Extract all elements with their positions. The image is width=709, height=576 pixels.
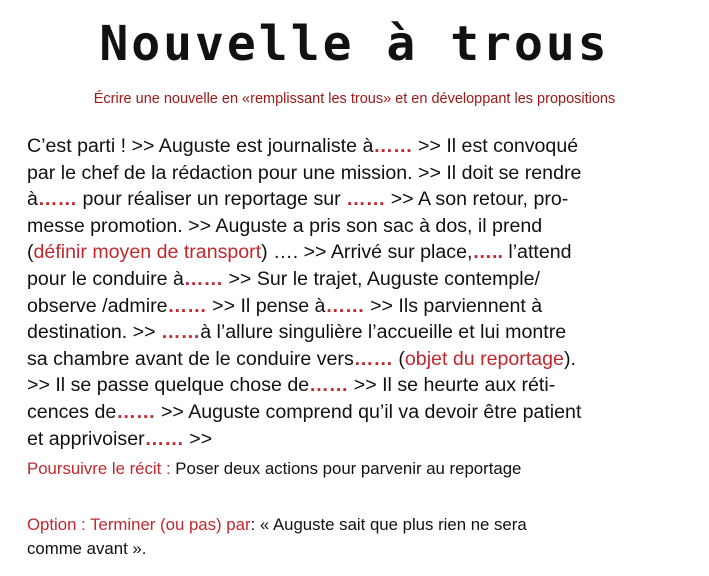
story-segment: pour réaliser un reportage sur xyxy=(77,188,347,211)
story-line xyxy=(27,266,687,293)
story-segment: >> Ils parviennent à xyxy=(364,294,543,317)
blank-placeholder: …… xyxy=(353,347,393,370)
story-segment: sa chambre avant de le conduire vers xyxy=(27,347,354,370)
story-segment: >> Sur le trajet, Auguste contemple/ xyxy=(223,267,541,290)
story-line xyxy=(27,293,687,320)
story-segment: cences de xyxy=(27,400,117,423)
story-text xyxy=(27,133,687,452)
story-line xyxy=(27,239,687,266)
blank-placeholder: …… xyxy=(161,321,201,344)
story-segment: >> A son retour, pro- xyxy=(385,188,569,211)
blank-placeholder: …… xyxy=(346,188,386,211)
story-segment: ) …. >> Arrivé sur place, xyxy=(261,241,473,264)
story-line xyxy=(27,399,687,426)
story-segment: et apprivoiser xyxy=(27,427,145,450)
blank-placeholder: …… xyxy=(373,135,413,157)
story-segment: >> Il est convoqué xyxy=(412,135,579,157)
story-line xyxy=(27,186,687,213)
instruction-continue xyxy=(27,457,687,481)
story-line xyxy=(27,133,687,160)
story-line xyxy=(27,160,687,187)
story-hint: objet du reportage xyxy=(404,347,564,370)
instruction-option-text-continued: comme avant ». xyxy=(27,539,147,558)
story-segment: >> Il se heurte aux réti- xyxy=(348,374,556,397)
instruction-continue-text: Poser deux actions pour parvenir au reportage xyxy=(170,459,522,478)
blank-placeholder: …… xyxy=(37,188,78,211)
subtitle: Écrire une nouvelle en «remplissant les trous» et en développant les propositions xyxy=(93,91,616,107)
story-segment: >> xyxy=(183,427,213,450)
blank-placeholder: …… xyxy=(309,374,349,397)
story-line xyxy=(27,346,687,373)
story-segment: ( xyxy=(392,347,405,370)
blank-placeholder: …… xyxy=(325,294,365,317)
story-segment: >> Il se passe quelque chose de xyxy=(27,374,310,397)
instruction-option xyxy=(27,513,687,561)
story-segment: par le chef de la rédaction pour une mission. >> Il doit se rendre xyxy=(27,161,582,184)
instruction-continue-label: Poursuivre le récit : xyxy=(27,459,171,478)
story-segment: pour le conduire à xyxy=(27,267,184,290)
blank-placeholder: …… xyxy=(116,400,156,423)
page-title: Nouvelle à trous xyxy=(99,16,610,72)
story-line xyxy=(27,372,687,399)
story-segment: ( xyxy=(27,241,34,264)
story-segment: ). xyxy=(563,347,576,370)
story-segment: C’est parti ! >> Auguste est journaliste à xyxy=(27,135,374,157)
story-segment: >> Auguste comprend qu’il va devoir être patient xyxy=(155,400,582,423)
story-segment: destination. >> xyxy=(27,321,161,344)
story-segment: l’attend xyxy=(502,241,572,264)
blank-placeholder: …… xyxy=(183,267,224,290)
story-segment: >> Il pense à xyxy=(206,294,326,317)
instruction-option-text: : « Auguste sait que plus rien ne sera xyxy=(250,515,527,534)
story-segment: à xyxy=(27,188,38,211)
blank-placeholder: …… xyxy=(167,294,207,317)
story-line xyxy=(27,319,687,346)
story-segment: observe /admire xyxy=(27,294,168,317)
story-line xyxy=(27,213,687,240)
blank-placeholder: ….. xyxy=(472,241,503,264)
story-hint: définir moyen de transport xyxy=(33,241,262,264)
instruction-option-label: Option : Terminer (ou pas) par xyxy=(27,515,251,534)
story-segment: messe promotion. >> Auguste a pris son sac à dos, il prend xyxy=(27,214,543,237)
story-segment: à l’allure singulière l’accueille et lui montre xyxy=(200,321,567,344)
story-line xyxy=(27,426,687,453)
blank-placeholder: …… xyxy=(144,427,184,450)
